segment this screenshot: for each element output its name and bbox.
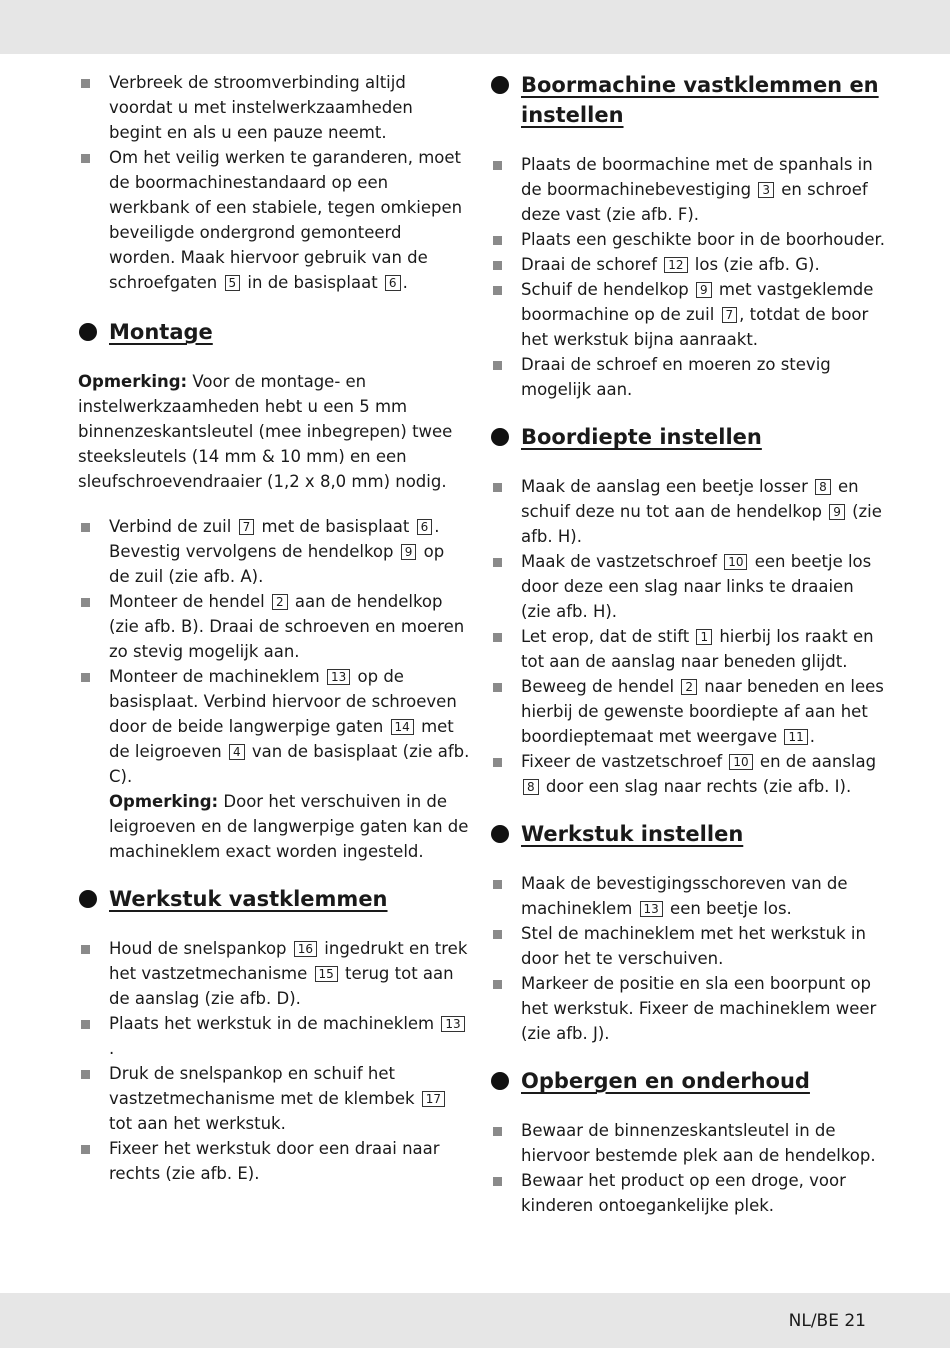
square-bullet-icon <box>493 161 502 170</box>
item-text: aan de hendelkop (zie afb. B). Draai de schroeven en moeren zo stevig mogelijk aan. <box>109 592 465 661</box>
item-text: en schroef deze vast (zie afb. F). <box>521 180 868 224</box>
section-title: Boordiepte instellen <box>521 425 762 449</box>
square-bullet-icon <box>81 945 90 954</box>
item-text: Monteer de machineklem <box>109 667 325 686</box>
bullet-dot-icon <box>491 1072 509 1090</box>
part-number: 16 <box>294 941 317 957</box>
item-text: Stel de machineklem met het werkstuk in door het te verschuiven. <box>521 924 866 968</box>
item-text: Plaats het werkstuk in de machineklem <box>109 1014 440 1033</box>
item-text: Plaats de boormachine met de spanhals in de boormachinebevestiging <box>521 155 873 199</box>
item-text: Om het veilig werken te garanderen, moet de boormachinestandaard op een werkbank of een stabiele, tegen omkiepen beveiligde ondergrond gemonteerd worden. Maak hiervoor gebruik van de schroefgaten <box>109 148 463 292</box>
square-bullet-icon <box>493 758 502 767</box>
list-item <box>490 252 885 277</box>
note-text: Door het verschuiven in de leigroeven en de langwerpige gaten kan de machineklem exact worden ingesteld. <box>109 792 469 861</box>
item-text: Verbreek de stroomverbinding altijd voordat u met instelwerkzaamheden begint en als u een pauze neemt. <box>109 73 413 142</box>
list-item <box>78 1061 470 1136</box>
bullet-dot-icon <box>491 825 509 843</box>
list-item <box>490 1118 885 1168</box>
footer-band <box>0 1293 950 1348</box>
part-number: 7 <box>722 307 738 323</box>
part-number: 1 <box>696 629 712 645</box>
square-bullet-icon <box>493 880 502 889</box>
item-text: Verbind de zuil <box>109 517 237 536</box>
intro-list <box>78 70 470 295</box>
part-number: 10 <box>729 754 752 770</box>
item-text: met de basisplaat <box>256 517 415 536</box>
square-bullet-icon <box>81 1145 90 1154</box>
boordiepte-list <box>490 474 885 799</box>
list-item <box>78 514 470 589</box>
part-number: 3 <box>758 182 774 198</box>
square-bullet-icon <box>493 286 502 295</box>
section-title: Boormachine vastklemmen en instellen <box>521 73 879 127</box>
list-item <box>490 227 885 252</box>
boormachine-list <box>490 152 885 402</box>
item-text: Maak de aanslag een beetje losser <box>521 477 814 496</box>
square-bullet-icon <box>493 361 502 370</box>
square-bullet-icon <box>493 558 502 567</box>
left-column <box>78 70 470 1186</box>
item-text: Bewaar de binnenzeskantsleutel in de hiervoor bestemde plek aan de hendelkop. <box>521 1121 876 1165</box>
list-item <box>490 749 885 799</box>
part-number: 12 <box>664 257 687 273</box>
list-item <box>490 921 885 971</box>
part-number: 17 <box>422 1091 445 1107</box>
part-number: 4 <box>229 744 245 760</box>
item-text: in de basisplaat <box>242 273 383 292</box>
note-label: Opmerking: <box>78 372 188 391</box>
square-bullet-icon <box>493 683 502 692</box>
section-heading <box>490 1066 885 1096</box>
item-text: . <box>402 273 408 292</box>
part-number: 6 <box>417 519 433 535</box>
header-band <box>0 0 950 54</box>
square-bullet-icon <box>493 236 502 245</box>
list-item <box>490 277 885 352</box>
item-text: door een slag naar rechts (zie afb. I). <box>540 777 852 796</box>
item-text: Beweeg de hendel <box>521 677 680 696</box>
item-text: van de basisplaat (zie afb. C). <box>109 742 470 786</box>
part-number: 2 <box>681 679 697 695</box>
list-item <box>490 871 885 921</box>
item-text: Monteer de hendel <box>109 592 270 611</box>
note-label: Opmerking: <box>109 792 219 811</box>
square-bullet-icon <box>81 154 90 163</box>
item-text: Maak de vastzetschroef <box>521 552 723 571</box>
part-number: 13 <box>640 901 663 917</box>
list-item <box>490 152 885 227</box>
list-item <box>78 145 470 295</box>
item-text: . <box>809 727 815 746</box>
list-item <box>490 971 885 1046</box>
list-item <box>78 1136 470 1186</box>
square-bullet-icon <box>81 598 90 607</box>
part-number: 9 <box>829 504 845 520</box>
section-heading <box>490 422 885 452</box>
section-heading <box>78 317 470 347</box>
item-text: Druk de snelspankop en schuif het vastzetmechanisme met de klembek <box>109 1064 420 1108</box>
list-item <box>490 352 885 402</box>
item-text: . Bevestig vervolgens de hendelkop <box>109 517 440 561</box>
section-title: Werkstuk vastklemmen <box>109 887 388 911</box>
part-number: 11 <box>784 729 807 745</box>
item-text: op de zuil (zie afb. A). <box>109 542 445 586</box>
item-text: en schuif deze nu tot aan de hendelkop <box>521 477 859 521</box>
item-text: Bewaar het product op een droge, voor kinderen ontoegankelijke plek. <box>521 1171 846 1215</box>
item-text: Markeer de positie en sla een boorpunt op het werkstuk. Fixeer de machineklem weer (zie afb. J). <box>521 974 877 1043</box>
item-text: Draai de schroef en moeren zo stevig mogelijk aan. <box>521 355 831 399</box>
note-paragraph <box>78 789 470 864</box>
note-paragraph <box>78 369 470 494</box>
item-text: ingedrukt en trek het vastzetmechanisme <box>109 939 468 983</box>
square-bullet-icon <box>81 79 90 88</box>
part-number: 5 <box>225 275 241 291</box>
item-text: terug tot aan de aanslag (zie afb. D). <box>109 964 454 1008</box>
list-item <box>490 474 885 549</box>
item-text: Schuif de hendelkop <box>521 280 695 299</box>
square-bullet-icon <box>81 1020 90 1029</box>
item-text: Fixeer de vastzetschroef <box>521 752 728 771</box>
list-item <box>490 674 885 749</box>
part-number: 8 <box>815 479 831 495</box>
werkstuk-inst-list <box>490 871 885 1046</box>
part-number: 13 <box>441 1016 464 1032</box>
square-bullet-icon <box>493 1127 502 1136</box>
bullet-dot-icon <box>491 428 509 446</box>
square-bullet-icon <box>81 673 90 682</box>
section-heading <box>490 819 885 849</box>
part-number: 10 <box>724 554 747 570</box>
list-item <box>490 549 885 624</box>
part-number: 13 <box>327 669 350 685</box>
bullet-dot-icon <box>491 76 509 94</box>
square-bullet-icon <box>493 483 502 492</box>
item-text: los (zie afb. G). <box>689 255 820 274</box>
opbergen-list <box>490 1118 885 1218</box>
list-item <box>78 589 470 664</box>
item-text: op de basisplaat. Verbind hiervoor de schroeven door de beide langwerpige gaten <box>109 667 457 736</box>
item-text: een beetje los door deze een slag naar links te draaien (zie afb. H). <box>521 552 872 621</box>
item-text: . <box>109 1039 115 1058</box>
werkstuk-vast-list <box>78 936 470 1186</box>
list-item <box>490 1168 885 1218</box>
item-text: met de leigroeven <box>109 717 454 761</box>
item-text: , totdat de boor het werkstuk bijna aanraakt. <box>521 305 869 349</box>
item-text: hierbij los raakt en tot aan de aanslag naar beneden glijdt. <box>521 627 874 671</box>
item-text: Fixeer het werkstuk door een draai naar rechts (zie afb. E). <box>109 1139 440 1183</box>
bullet-dot-icon <box>79 890 97 908</box>
part-number: 8 <box>523 779 539 795</box>
item-text: met vastgeklemde boormachine op de zuil <box>521 280 874 324</box>
square-bullet-icon <box>81 523 90 532</box>
section-heading <box>490 70 885 130</box>
part-number: 14 <box>391 719 414 735</box>
part-number: 9 <box>696 282 712 298</box>
item-text: Houd de snelspankop <box>109 939 292 958</box>
item-text: naar beneden en lees hierbij de gewenste boordiepte af aan het boordieptemaat met weergave <box>521 677 884 746</box>
page-number: NL/BE 21 <box>788 1311 866 1331</box>
section-title: Werkstuk instellen <box>521 822 744 846</box>
section-title: Opbergen en onderhoud <box>521 1069 810 1093</box>
square-bullet-icon <box>493 633 502 642</box>
item-text: Maak de bevestigingsschoreven van de machineklem <box>521 874 848 918</box>
part-number: 15 <box>315 966 338 982</box>
right-column <box>490 70 885 1218</box>
square-bullet-icon <box>493 980 502 989</box>
square-bullet-icon <box>493 261 502 270</box>
part-number: 2 <box>272 594 288 610</box>
list-item <box>78 1011 470 1061</box>
list-item <box>78 936 470 1011</box>
square-bullet-icon <box>493 1177 502 1186</box>
list-item <box>78 664 470 789</box>
item-text: Plaats een geschikte boor in de boorhouder. <box>521 230 885 249</box>
item-text: een beetje los. <box>664 899 792 918</box>
part-number: 6 <box>385 275 401 291</box>
montage-list <box>78 514 470 789</box>
list-item <box>490 624 885 674</box>
square-bullet-icon <box>81 1070 90 1079</box>
item-text: Let erop, dat de stift <box>521 627 695 646</box>
item-text: en de aanslag <box>754 752 877 771</box>
note-text: Voor de montage- en instelwerkzaamheden hebt u een 5 mm binnenzeskantsleutel (mee inbegrepen) twee steeksleutels (14 mm & 10 mm) en een sleufschroevendraaier (1,2 x 8,0 mm) nodig. <box>78 372 453 491</box>
section-title: Montage <box>109 320 213 344</box>
item-text: Draai de schoref <box>521 255 663 274</box>
item-text: (zie afb. H). <box>521 502 882 546</box>
section-heading <box>78 884 470 914</box>
part-number: 9 <box>401 544 417 560</box>
part-number: 7 <box>239 519 255 535</box>
square-bullet-icon <box>493 930 502 939</box>
list-item <box>78 70 470 145</box>
item-text: tot aan het werkstuk. <box>109 1114 286 1133</box>
bullet-dot-icon <box>79 323 97 341</box>
